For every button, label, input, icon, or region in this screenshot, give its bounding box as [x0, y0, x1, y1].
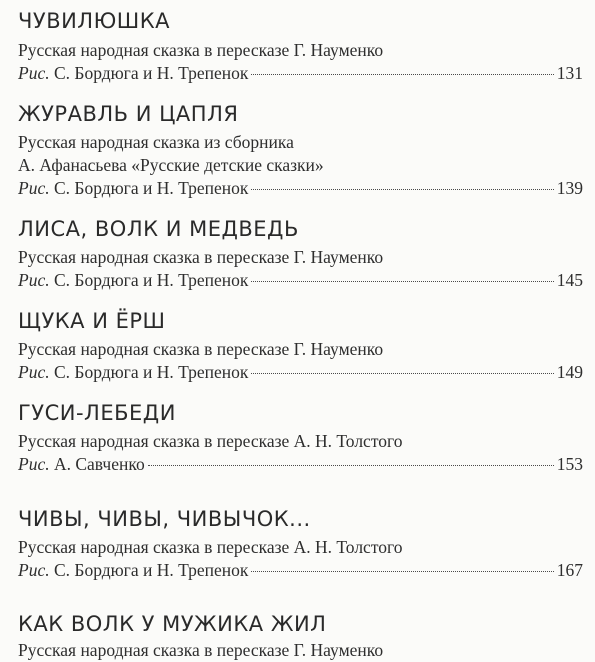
entry-title: ЧИВЫ, ЧИВЫ, ЧИВЫЧОК...: [18, 507, 311, 531]
illustrator-credit: [18, 453, 145, 476]
entry-title: КАК ВОЛК У МУЖИКА ЖИЛ: [18, 612, 327, 636]
entry-description: Русская народная сказка из сборника: [18, 132, 294, 152]
toc-entry: [18, 398, 583, 476]
page-number: 167: [556, 560, 583, 580]
page-number: 149: [556, 362, 583, 382]
ris-prefix: Рис.: [18, 178, 50, 198]
illustrator-credit: [18, 269, 248, 292]
ris-prefix: Рис.: [18, 362, 50, 382]
dot-leader: [251, 281, 553, 282]
toc-entry: [18, 99, 583, 200]
page-number: 131: [556, 63, 583, 83]
entry-description: Русская народная сказка в пересказе Г. Науменко: [18, 247, 384, 267]
illustrator-credit: [18, 361, 248, 384]
ris-prefix: Рис.: [18, 454, 50, 474]
dot-leader: [251, 189, 553, 190]
toc-entry: [18, 214, 583, 292]
illustrator-line: [18, 559, 583, 582]
illustrators: С. Бордюга и Н. Трепенок: [53, 270, 249, 290]
entry-description: Русская народная сказка в пересказе Г. Науменко: [18, 339, 384, 359]
dot-leader: [251, 74, 553, 75]
entry-title: ЧУВИЛЮШКА: [18, 9, 171, 33]
illustrator-credit: [18, 177, 248, 200]
entry-description: Русская народная сказка в пересказе А. Н. Толстого: [18, 431, 403, 451]
ris-prefix: Рис.: [18, 560, 50, 580]
illustrator-line: [18, 62, 583, 85]
illustrator-line: [18, 361, 583, 384]
toc-entry: [18, 6, 583, 85]
entry-title: ГУСИ-ЛЕБЕДИ: [18, 401, 176, 425]
entry-description: Русская народная сказка в пересказе Г. Науменко: [18, 40, 384, 60]
illustrators: С. Бордюга и Н. Трепенок: [53, 178, 249, 198]
toc-entry: [18, 306, 583, 384]
ris-prefix: Рис.: [18, 270, 50, 290]
entry-description: А. Афанасьева «Русские детские сказки»: [18, 155, 324, 175]
page-number: 153: [556, 454, 583, 474]
dot-leader: [251, 373, 553, 374]
illustrators: С. Бордюга и Н. Трепенок: [53, 560, 249, 580]
entry-title: ЖУРАВЛЬ И ЦАПЛЯ: [18, 102, 239, 126]
illustrators: С. Бордюга и Н. Трепенок: [53, 362, 249, 382]
entry-title: ЛИСА, ВОЛК И МЕДВЕДЬ: [18, 217, 299, 241]
ris-prefix: Рис.: [18, 63, 50, 83]
toc-entry: [18, 609, 583, 662]
illustrator-line: [18, 269, 583, 292]
illustrator-line: [18, 177, 583, 200]
illustrator-credit: [18, 559, 248, 582]
illustrators: С. Бордюга и Н. Трепенок: [53, 63, 249, 83]
entry-title: ЩУКА И ЁРШ: [18, 309, 166, 333]
illustrators: А. Савченко: [53, 454, 145, 474]
entry-description: Русская народная сказка в пересказе Г. Науменко: [18, 640, 384, 660]
dot-leader: [148, 465, 554, 466]
illustrator-line: [18, 453, 583, 476]
page-number: 139: [556, 178, 583, 198]
dot-leader: [251, 571, 553, 572]
illustrator-credit: [18, 62, 248, 85]
page-number: 145: [556, 270, 583, 290]
toc-entry: [18, 504, 583, 582]
entry-description: Русская народная сказка в пересказе А. Н. Толстого: [18, 537, 403, 557]
